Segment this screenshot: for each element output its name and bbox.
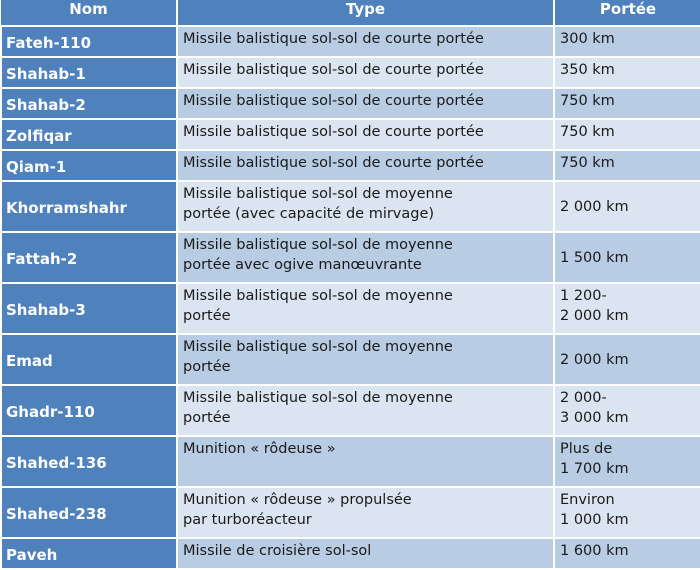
- missile-type-line: portée (avec capacité de mirvage): [183, 206, 435, 222]
- missile-name: Shahed-136: [1, 436, 177, 487]
- missile-type-line: Missile balistique sol-sol de courte portée: [183, 124, 484, 140]
- missile-range-line: 2 000 km: [560, 308, 629, 324]
- missile-type-line: par turboréacteur: [183, 512, 312, 528]
- missile-type-line: Munition « rôdeuse »: [183, 441, 336, 457]
- missile-range: [554, 538, 700, 569]
- table-row: [1, 283, 700, 334]
- missile-type-line: Missile balistique sol-sol de courte portée: [183, 62, 484, 78]
- header-type: Type: [177, 0, 554, 26]
- missile-type-line: Missile balistique sol-sol de moyenne: [183, 339, 453, 355]
- table-row: [1, 334, 700, 385]
- missile-type: [177, 385, 554, 436]
- missile-type: [177, 88, 554, 119]
- table-row: [1, 232, 700, 283]
- missile-range: [554, 88, 700, 119]
- missile-type: [177, 538, 554, 569]
- missile-range-line: 1 600 km: [560, 543, 629, 559]
- missile-type-line: Missile balistique sol-sol de moyenne: [183, 237, 453, 253]
- missile-type-line: Missile balistique sol-sol de courte portée: [183, 31, 484, 47]
- missile-type-line: Missile balistique sol-sol de courte portée: [183, 93, 484, 109]
- table-row: [1, 487, 700, 538]
- missile-type: [177, 150, 554, 181]
- missile-type: [177, 181, 554, 232]
- missile-range-line: 1 200-: [560, 288, 607, 304]
- table-row: [1, 88, 700, 119]
- missile-type-line: Munition « rôdeuse » propulsée: [183, 492, 412, 508]
- table-row: [1, 436, 700, 487]
- missile-range-line: Plus de: [560, 441, 613, 457]
- missile-range: [554, 26, 700, 57]
- missile-range: [554, 232, 700, 283]
- table-row: [1, 538, 700, 569]
- table-row: [1, 385, 700, 436]
- table-row: [1, 181, 700, 232]
- missile-name: Shahab-2: [1, 88, 177, 119]
- missile-type: [177, 436, 554, 487]
- missile-type: [177, 119, 554, 150]
- missile-range-line: 2 000-: [560, 390, 607, 406]
- table-row: [1, 119, 700, 150]
- missile-name: Khorramshahr: [1, 181, 177, 232]
- missile-range-line: 1 500 km: [560, 249, 629, 266]
- missile-range-line: 750 km: [560, 93, 615, 109]
- missile-range-line: 750 km: [560, 124, 615, 140]
- missile-type-line: Missile balistique sol-sol de moyenne: [183, 186, 453, 202]
- missile-type: [177, 57, 554, 88]
- missile-type-line: Missile balistique sol-sol de courte portée: [183, 155, 484, 171]
- table-body: [1, 26, 700, 569]
- missile-range-line: 300 km: [560, 31, 615, 47]
- missile-name: Shahab-1: [1, 57, 177, 88]
- missile-name: Zolfiqar: [1, 119, 177, 150]
- missile-range-line: Environ: [560, 492, 615, 508]
- missile-type: [177, 26, 554, 57]
- missile-type-line: Missile balistique sol-sol de moyenne: [183, 390, 453, 406]
- missile-name: Ghadr-110: [1, 385, 177, 436]
- missile-type-line: portée: [183, 308, 231, 324]
- table-row: [1, 26, 700, 57]
- missile-range: [554, 150, 700, 181]
- missile-range: [554, 334, 700, 385]
- missile-type-line: portée: [183, 410, 231, 426]
- missile-range-line: 2 000 km: [560, 351, 629, 368]
- missile-name: Fattah-2: [1, 232, 177, 283]
- missile-type-line: Missile de croisière sol-sol: [183, 543, 372, 559]
- missile-range-line: 2 000 km: [560, 198, 629, 215]
- missile-range: [554, 385, 700, 436]
- header-portee: Portée: [554, 0, 700, 26]
- missile-range-line: 1 000 km: [560, 512, 629, 528]
- missile-range: [554, 436, 700, 487]
- missile-type: [177, 487, 554, 538]
- table-row: [1, 150, 700, 181]
- missile-range-line: 750 km: [560, 155, 615, 171]
- missile-range-line: 1 700 km: [560, 461, 629, 477]
- missile-type: [177, 334, 554, 385]
- missile-name: Shahed-238: [1, 487, 177, 538]
- missile-name: Shahab-3: [1, 283, 177, 334]
- missile-name: Qiam-1: [1, 150, 177, 181]
- missile-type-line: Missile balistique sol-sol de moyenne: [183, 288, 453, 304]
- table-row: [1, 57, 700, 88]
- missile-name: Emad: [1, 334, 177, 385]
- header-nom: Nom: [1, 0, 177, 26]
- header-row: [1, 0, 700, 26]
- missile-range: [554, 57, 700, 88]
- missile-type-line: portée avec ogive manœuvrante: [183, 257, 422, 273]
- missile-name: Fateh-110: [1, 26, 177, 57]
- missile-range: [554, 283, 700, 334]
- missile-range: [554, 181, 700, 232]
- missile-type: [177, 283, 554, 334]
- missile-range-line: 3 000 km: [560, 410, 629, 426]
- missile-range: [554, 487, 700, 538]
- missile-name: Paveh: [1, 538, 177, 569]
- missile-type-line: portée: [183, 359, 231, 375]
- missile-range: [554, 119, 700, 150]
- missile-type: [177, 232, 554, 283]
- missile-range-line: 350 km: [560, 62, 615, 78]
